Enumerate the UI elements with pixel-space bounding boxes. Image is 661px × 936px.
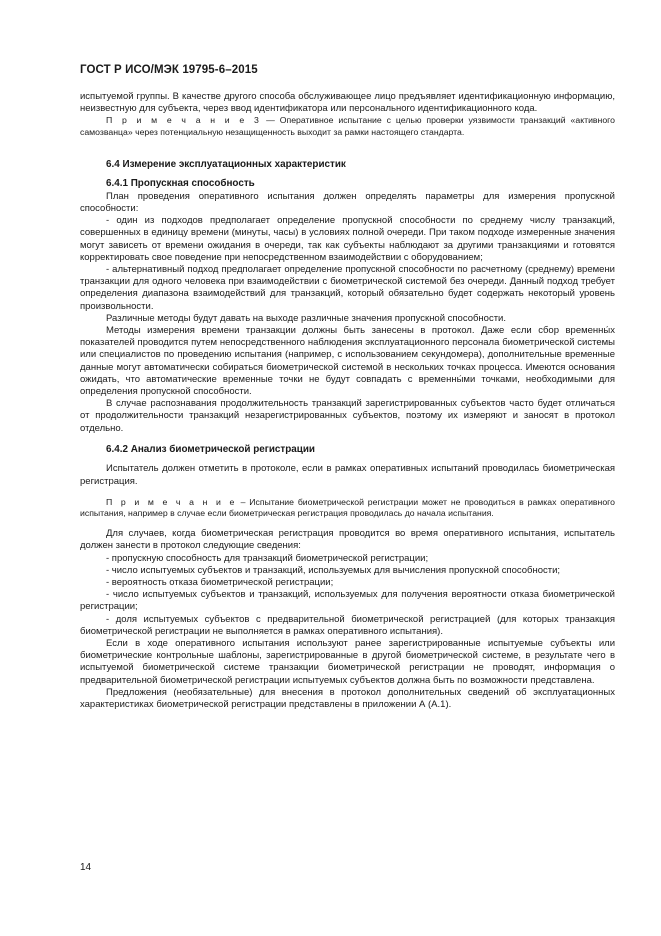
paragraph: Для случаев, когда биометрическая регистрация проводится во время оперативного испытания, испытатель должен занести в протокол следующие сведения: (80, 528, 615, 552)
list-item: - число испытуемых субъектов и транзакций, используемых для вычисления пропускной способности; (106, 564, 561, 576)
paragraph: В случае распознавания продолжительность транзакций зарегистрированных субъектов часто будет отличаться от продолжительности транзакций незарегистрированных субъектов, поэтому их измеряют и заносят в протокол отдельно. (80, 398, 615, 434)
list-item: - один из подходов предполагает определение пропускной способности по среднему числу транзакций, совершенных в единицу времени (минуты, часы) в условиях полной очереди. При таком подходе измеренные значения могут зависеть от времени ожидания в очереди, так как субъекты наблюдают за другими транзакциями и готовятся корректировать свое поведение при непосредственном взаимодействии с оборудованием; (80, 215, 615, 263)
list-item: - доля испытуемых субъектов с предварительной биометрической регистрацией (для которых транзакция биометрической регистрации не выполняется в рамках оперативного испытания). (80, 613, 615, 637)
page-content (80, 91, 615, 711)
paragraph: Если в ходе оперативного испытания используют ранее зарегистрированные испытуемые субъекты или биометрические контрольные шаблоны, зарегистрированные в другой биометрической системе, в результате чего в испытуемой биометрической системе транзакции биометрической регистрации не проводят, информация о предварительной биометрической регистрации испытуемых субъектов должна быть по возможности представлена. (80, 638, 615, 686)
note (80, 497, 615, 519)
note-label: П р и м е ч а н и е 3 (106, 115, 262, 126)
section-heading-6-4-2: 6.4.2 Анализ биометрической регистрации (106, 443, 315, 455)
section-heading-6-4-1: 6.4.1 Пропускная способность (106, 178, 255, 190)
paragraph: План проведения оперативного испытания должен определять параметры для измерения пропускной способности: (80, 190, 615, 215)
page-number: 14 (80, 862, 92, 873)
paragraph: Предложения (необязательные) для внесения в протокол дополнительных сведений об эксплуатационных характеристиках биометрической регистрации представлены в приложении А (А.1). (80, 686, 615, 711)
paragraph: Различные методы будут давать на выходе различные значения пропускной способности. (106, 312, 507, 324)
note-label: П р и м е ч а н и е (106, 496, 237, 507)
paragraph: Испытатель должен отметить в протоколе, если в рамках оперативных испытаний проводилась биометрическая регистрация. (80, 463, 615, 487)
note-3 (80, 115, 615, 137)
list-item: - вероятность отказа биометрической регистрации; (106, 577, 334, 588)
list-item: - число испытуемых субъектов и транзакций, используемых для получения вероятности отказа биометрической регистрации; (80, 589, 615, 613)
list-item: - пропускную способность для транзакций биометрической регистрации; (106, 552, 429, 564)
note-text: — Оперативное испытание с целью проверки уязвимости транзакций «активного самозванца» через потенциальную незащищенность выходит за рамки настоящего стандарта. (80, 115, 615, 137)
list-item: - альтернативный подход предполагает определение пропускной способности по расчетному (среднему) времени транзакции для одного человека при взаимодействии с биометрической системой без очереди. Данный подход требует определения диапазона взаимодействий для транзакций, который обязательно будет содержать некоторый уровень произвольности. (80, 264, 615, 312)
note-text: – Испытание биометрической регистрации может не проводиться в рамках оперативного испытания, например в случае если биометрическая регистрация проводилась до начала испытания. (80, 496, 615, 518)
section-heading-6-4: 6.4 Измерение эксплуатационных характеристик (106, 158, 346, 170)
paragraph: Методы измерения времени транзакции должны быть занесены в протокол. Даже если сбор временны́х показателей проводится путем непосредственного наблюдения эксплуатационного персонала биометрической системы или специалистов по проведению испытания (например, с использованием секундомера), дополнительные временные данные могут автоматически собираться биометрической системой в нескольких точках процесса. Имеются основания ожидать, что автоматические временные точки не будут совпадать с временны́ми точками, необходимыми для определения пропускной способности. (80, 325, 615, 398)
paragraph: испытуемой группы. В качестве другого способа обслуживающее лицо предъявляет идентификационную информацию, неизвестную для субъекта, через ввод идентификатора или персонального идентификационного кода. (80, 91, 615, 115)
standard-header: ГОСТ Р ИСО/МЭК 19795-6–2015 (80, 64, 258, 76)
